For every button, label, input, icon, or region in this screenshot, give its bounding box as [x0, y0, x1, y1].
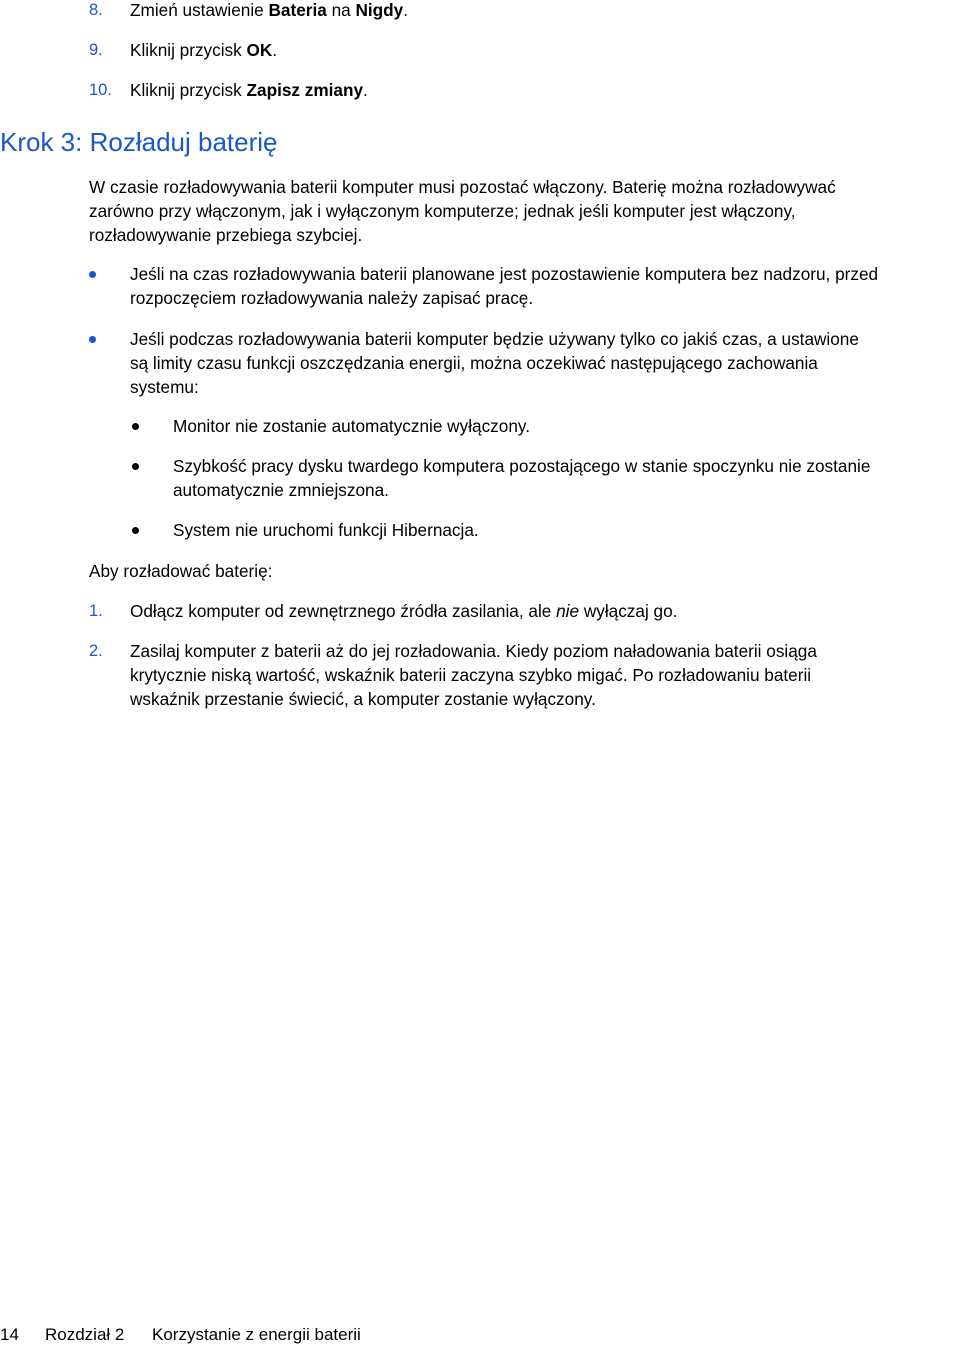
step-number: 1.: [89, 602, 103, 620]
sub-bullet-line: System nie uruchomi funkcji Hibernacja.: [173, 520, 479, 540]
sub-bullet-line: Monitor nie zostanie automatycznie wyłączony.: [173, 416, 530, 436]
bullet-dot-icon: [132, 423, 139, 430]
step-line: wskaźnik przestanie świecić, a komputer zostanie wyłączony.: [130, 689, 596, 709]
bullet-dot-icon: [89, 336, 96, 343]
bullet-dot-icon: [89, 271, 96, 278]
page-number: 14: [0, 1325, 19, 1344]
step-text: Zmień ustawienie Bateria na Nigdy.: [130, 0, 408, 20]
step-line: krytycznie niską wartość, wskaźnik baterii zaczyna szybko migać. Po rozładowaniu baterii: [130, 665, 812, 685]
bullet-line: systemu:: [130, 377, 199, 397]
intro-line: W czasie rozładowywania baterii komputer musi pozostać włączony. Baterię można rozładowywać: [89, 177, 836, 197]
intro-line: rozładowywanie przebiega szybciej.: [89, 225, 363, 245]
section-heading: Krok 3: Rozładuj baterię: [0, 127, 278, 157]
step-text: Odłącz komputer od zewnętrznego źródła zasilania, ale nie wyłączaj go.: [130, 601, 678, 621]
step-text: Kliknij przycisk Zapisz zmiany.: [130, 80, 368, 100]
bullet-dot-icon: [132, 527, 139, 534]
chapter-label: Rozdział 2: [45, 1325, 125, 1344]
bullet-line: są limity czasu funkcji oszczędzania energii, można oczekiwać następującego zachowania: [130, 353, 818, 373]
step-number: 8.: [89, 1, 103, 19]
procedure-label: Aby rozładować baterię:: [89, 561, 273, 581]
chapter-title: Korzystanie z energii baterii: [152, 1325, 361, 1344]
step-number: 2.: [89, 642, 103, 660]
bullet-dot-icon: [132, 463, 139, 470]
step-line: Zasilaj komputer z baterii aż do jej rozładowania. Kiedy poziom naładowania baterii osiąga: [130, 641, 817, 661]
bullet-line: Jeśli podczas rozładowywania baterii komputer będzie używany tylko co jakiś czas, a ustawione: [130, 329, 859, 349]
step-number: 9.: [89, 41, 103, 59]
bullet-line: rozpoczęciem rozładowywania należy zapisać pracę.: [130, 288, 534, 308]
sub-bullet-line: automatycznie zmniejszona.: [173, 480, 389, 500]
intro-line: zarówno przy włączonym, jak i wyłączonym komputerze; jednak jeśli komputer jest włączony,: [89, 201, 796, 221]
step-number: 10.: [89, 81, 112, 99]
bullet-line: Jeśli na czas rozładowywania baterii planowane jest pozostawienie komputera bez nadzoru, przed: [130, 264, 879, 284]
sub-bullet-line: Szybkość pracy dysku twardego komputera pozostającego w stanie spoczynku nie zostanie: [173, 456, 871, 476]
step-text: Kliknij przycisk OK.: [130, 40, 278, 60]
